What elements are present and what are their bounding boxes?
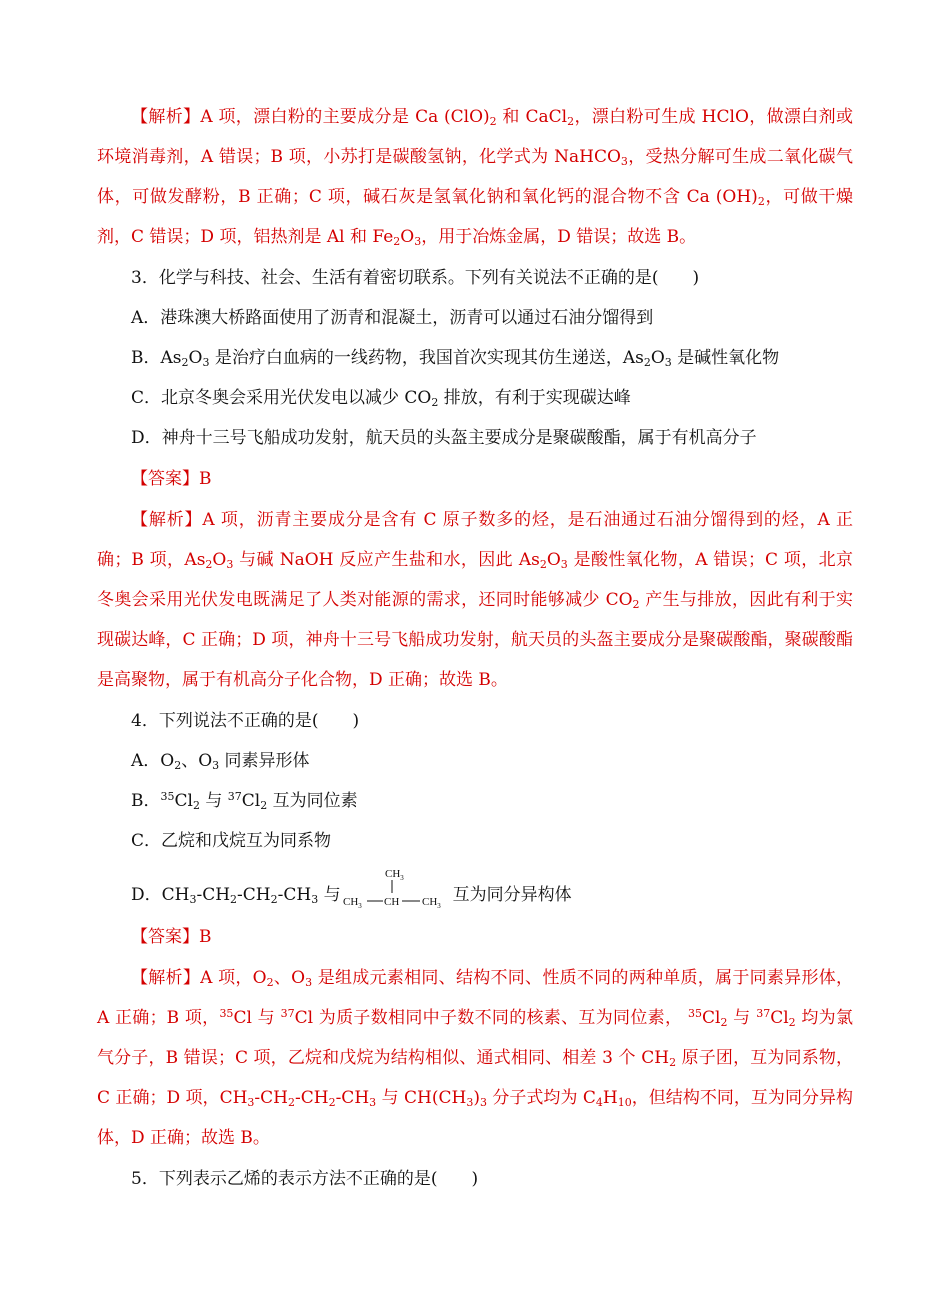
structure-right-label: $CH_3$	[421, 896, 441, 910]
q4-analysis-text: A 项，$O_2$、$O_3$ 是组成元素相同、结构不同、性质不同的两种单质，属于同素异形体，A 正确；B 项，$^{35}$Cl 与 $^{37}$Cl 为质子数相同中子数不同的核素、互为同位素， $^{35}Cl_2$ 与 $^{37}Cl_2$ 均为氯气分子，B 错误；C 项，乙烷和戊烷为结构相似、通式相同、相差 3 个 $CH_2$ 原子团，互为同系物，C 正确；D 项，$CH_3-CH_2-CH_2-CH_3$ 与 $CH(CH_3)_3$ 分子式均为 $C_4H_{10}$，但结构不同，互为同分异构体，D 正确；故选 B。	[97, 968, 854, 1148]
isobutane-structure	[341, 866, 453, 910]
answer-tag: 【答案】	[131, 927, 199, 947]
q3-option-d: D．神舟十三号飞船成功发射，航天员的头盔主要成分是聚碳酸酯，属于有机高分子	[131, 428, 757, 448]
q3-option-c: C．北京冬奥会采用光伏发电以减少 $CO_2$ 排放，有利于实现碳达峰	[131, 388, 631, 409]
q4-answer	[131, 917, 212, 957]
answer-value: B	[199, 469, 212, 489]
analysis-tag: 【解析】	[131, 968, 201, 988]
q4-stem: 4．下列说法不正确的是( )	[131, 711, 360, 731]
q4-option-d-prefix: D．$CH_3-CH_2-CH_2-CH_3$ 与	[131, 885, 341, 906]
structure-left-label: $CH_3$	[342, 896, 362, 910]
analysis-tag: 【解析】	[131, 107, 201, 127]
q3-option-b: B．$As_2O_3$ 是治疗白血病的一线药物，我国首次实现其仿生递送，$As_2O_3$ 是碱性氧化物	[131, 348, 780, 369]
answer-value: B	[199, 927, 212, 947]
q2-analysis	[97, 97, 853, 257]
q4-option-b: B．$^{35}Cl_2$ 与 $^{37}Cl_2$ 互为同位素	[131, 790, 358, 812]
q3-analysis	[97, 500, 853, 700]
q4-analysis	[97, 958, 853, 1158]
q3-analysis-text: A 项，沥青主要成分是含有 C 原子数多的烃，是石油通过石油分馏得到的烃，A 正确；B 项，$As_2O_3$ 与碱 NaOH 反应产生盐和水，因此 $As_2O_3$ 是酸性氧化物，A 错误；C 项，北京冬奥会采用光伏发电既满足了人类对能源的需求，还同时能够减少 $CO_2$ 产生与排放，因此有利于实现碳达峰，C 正确；D 项，神舟十三号飞船成功发射，航天员的头盔主要成分是聚碳酸酯，聚碳酸酯是高聚物，属于有机高分子化合物，D 正确；故选 B。	[97, 510, 853, 690]
structure-center-label: CH	[383, 896, 399, 908]
q5-stem: 5．下列表示乙烯的表示方法不正确的是( )	[131, 1169, 479, 1189]
analysis-tag: 【解析】	[131, 510, 203, 530]
structure-top-label: $CH_3$	[384, 868, 404, 882]
q3-option-a: A．港珠澳大桥路面使用了沥青和混凝土，沥青可以通过石油分馏得到	[131, 308, 654, 328]
q4-option-d	[131, 866, 572, 915]
q4-option-d-suffix: 互为同分异构体	[452, 885, 572, 905]
q3-stem: 3．化学与科技、社会、生活有着密切联系。下列有关说法不正确的是( )	[131, 268, 700, 288]
answer-tag: 【答案】	[131, 469, 199, 489]
q2-analysis-text: A 项，漂白粉的主要成分是 Ca $(ClO)_2$ 和 CaCl$_2$，漂白粉可生成 HClO，做漂白剂或环境消毒剂，A 错误；B 项，小苏打是碳酸氢钠，化学式为 NaHCO$_3$，受热分解可生成二氧化碳气体，可做发酵粉，B 正确；C 项，碱石灰是氢氧化钠和氧化钙的混合物不含 Ca $(OH)_2$，可做干燥剂，C 错误；D 项，铝热剂是 Al 和 $Fe_2O_3$，用于冶炼金属，D 错误；故选 B。	[97, 107, 853, 248]
q4-option-c: C．乙烷和戊烷互为同系物	[131, 831, 332, 851]
q3-answer	[131, 459, 212, 499]
q4-option-a: A．$O_2$、$O_3$ 同素异形体	[131, 751, 310, 772]
